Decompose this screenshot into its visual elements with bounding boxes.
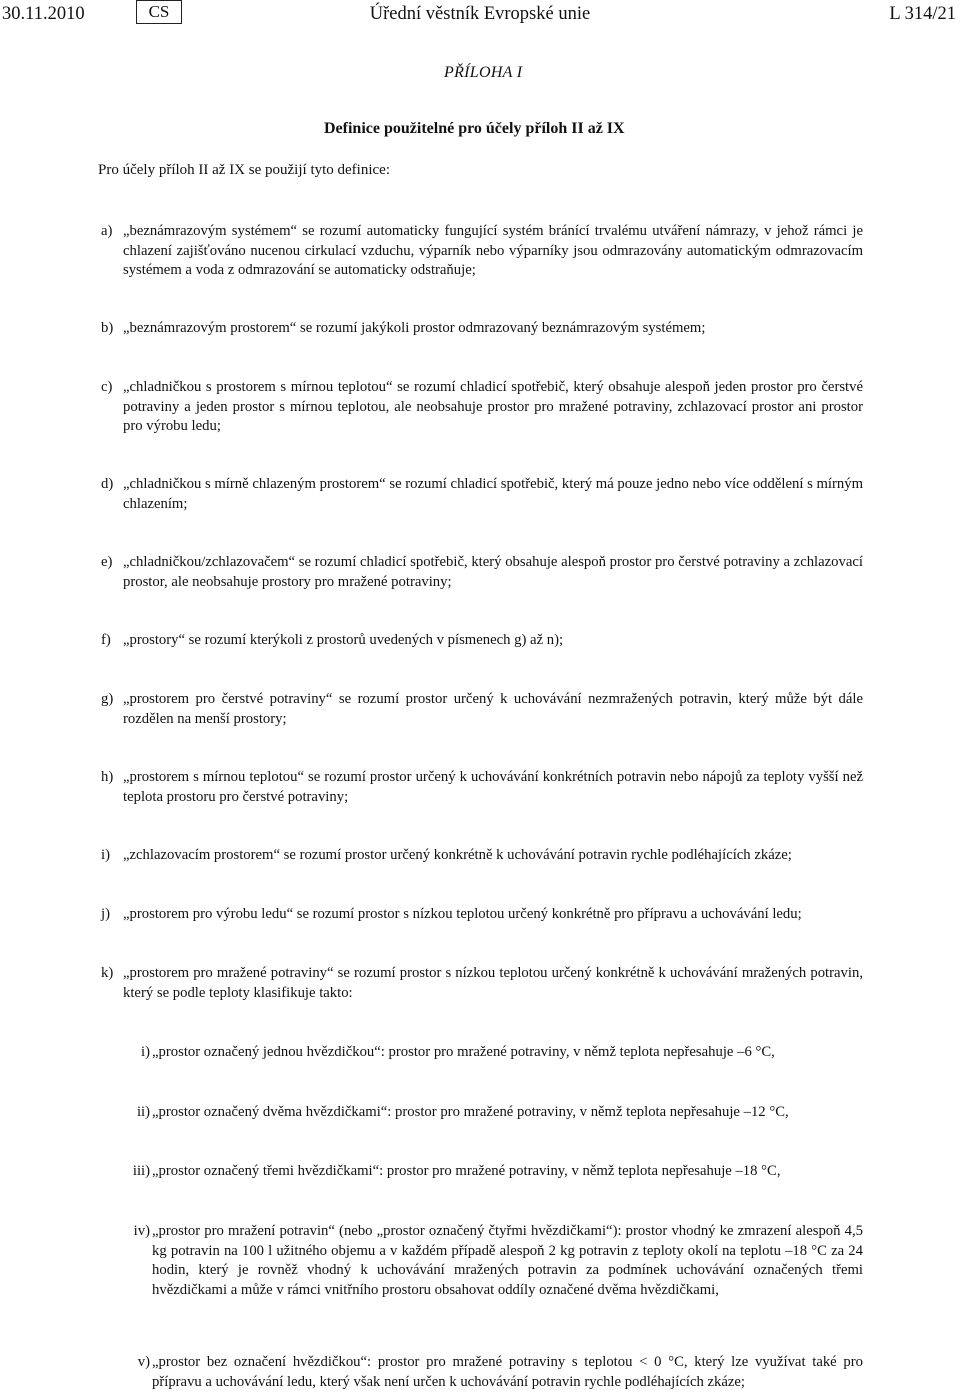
- definition-label: f): [101, 632, 111, 648]
- definition-f: [101, 631, 863, 651]
- definition-d: [101, 475, 863, 514]
- page-reference: L 314/21: [889, 4, 956, 24]
- subdefinition-v: [112, 1353, 863, 1392]
- subdefinition-i: [112, 1043, 863, 1063]
- journal-title: Úřední věstník Evropské unie: [369, 4, 591, 24]
- page-header: [0, 0, 960, 30]
- definition-label: c): [101, 379, 113, 395]
- annex-label: PŘÍLOHA I: [444, 64, 523, 81]
- definition-label: k): [101, 965, 114, 981]
- definition-j: [101, 905, 863, 925]
- definition-a: [101, 222, 863, 281]
- intro-text: Pro účely příloh II až IX se použijí tyto definice:: [98, 162, 390, 178]
- definition-label: j): [101, 906, 110, 922]
- subdefinition-text: „prostor označený třemi hvězdičkami“: prostor pro mražené potraviny, v němž teplota nepřesahuje –18 °C,: [152, 1163, 781, 1179]
- language-badge: CS: [136, 0, 182, 24]
- subdefinition-iii: [112, 1162, 863, 1182]
- definition-k: [101, 964, 863, 1003]
- definition-text: „zchlazovacím prostorem“ se rozumí prostor určený konkrétně k uchovávání potravin rychle podléhajících zkáze;: [123, 847, 792, 863]
- definition-text: „prostorem pro mražené potraviny“ se rozumí prostor s nízkou teplotou určený konkrétně k uchovávání mražených potravin, který se podle teploty klasifikuje takto:: [123, 965, 863, 1001]
- definition-text: „prostorem pro čerstvé potraviny“ se rozumí prostor určený k uchovávání nezmražených potravin, který může být dále rozdělen na menší prostory;: [123, 691, 863, 727]
- definition-text: „chladničkou s prostorem s mírnou teplotou“ se rozumí chladicí spotřebič, který obsahuje alespoň jeden prostor pro čerstvé potraviny a jeden prostor s mírnou teplotou, ale neobsahuje prostor pro mražené potraviny, zchlazovací prostor ani prostor pro výrobu ledu;: [123, 379, 863, 435]
- definition-text: „beznámrazovým systémem“ se rozumí automaticky fungující systém bránící trvalému utváření námrazy, v jehož rámci je chlazení zajišťováno nucenou cirkulací vzduchu, výparník nebo výparníky jsou odmrazovány automatickým odmrazovacím systémem a voda z odmrazování se automaticky odstraňuje;: [123, 223, 863, 279]
- subdefinition-text: „prostor označený dvěma hvězdičkami“: prostor pro mražené potraviny, v němž teplota nepřesahuje –12 °C,: [152, 1104, 789, 1120]
- definition-e: [101, 553, 863, 592]
- subdefinition-label: v): [137, 1354, 150, 1370]
- definition-label: g): [101, 691, 114, 707]
- definition-b: [101, 319, 863, 339]
- definition-label: d): [101, 476, 114, 492]
- definition-text: „chladničkou s mírně chlazeným prostorem“ se rozumí chladicí spotřebič, který má pouze jedno nebo více oddělení s mírným chlazením;: [123, 476, 863, 512]
- annex-title: Definice použitelné pro účely příloh II až IX: [324, 120, 625, 137]
- definition-label: b): [101, 320, 114, 336]
- subdefinition-label: i): [141, 1044, 150, 1060]
- definition-text: „prostorem s mírnou teplotou“ se rozumí prostor určený k uchovávání konkrétních potravin nebo nápojů za teploty vyšší než teplota prostoru pro čerstvé potraviny;: [123, 769, 863, 805]
- definition-label: a): [101, 223, 113, 239]
- definition-label: e): [101, 554, 113, 570]
- definition-c: [101, 378, 863, 437]
- definition-g: [101, 690, 863, 729]
- subdefinition-text: „prostor pro mražení potravin“ (nebo „prostor označený čtyřmi hvězdičkami“): prostor vhodný ke zmrazení alespoň 4,5 kg potravin na 100 l užitného objemu a v každém případě alespoň 2 kg potravin z teploty okolí na teplotu –18 °C za 24 hodin, který je rovněž vhodný k uchovávání mražených potravin za podmínek uchovávání označených třemi hvězdičkami a může v rámci vnitřního prostoru obsahovat oddíly označené dvěma hvězdičkami,: [152, 1223, 863, 1298]
- definition-label: i): [101, 847, 110, 863]
- subdefinition-text: „prostor bez označení hvězdičkou“: prostor pro mražené potraviny s teplotou < 0 °C, který lze využívat také pro přípravu a uchovávání ledu, který však není určen k uchovávání potravin rychle podléhajících zkáze;: [152, 1354, 863, 1390]
- publication-date: 30.11.2010: [2, 4, 85, 24]
- subdefinition-ii: [112, 1103, 863, 1123]
- definition-label: h): [101, 769, 114, 785]
- definition-text: „prostory“ se rozumí kterýkoli z prostorů uvedených v písmenech g) až n);: [123, 632, 564, 648]
- definition-text: „beznámrazovým prostorem“ se rozumí jakýkoli prostor odmrazovaný beznámrazovým systémem;: [123, 320, 706, 336]
- definition-h: [101, 768, 863, 807]
- subdefinition-iv: [112, 1222, 863, 1300]
- definition-i: [101, 846, 863, 866]
- subdefinition-label: iv): [133, 1223, 150, 1239]
- definition-text: „prostorem pro výrobu ledu“ se rozumí prostor s nízkou teplotou určený konkrétně pro přípravu a uchovávání ledu;: [123, 906, 802, 922]
- subdefinition-label: ii): [136, 1104, 150, 1120]
- subdefinition-text: „prostor označený jednou hvězdičkou“: prostor pro mražené potraviny, v němž teplota nepřesahuje –6 °C,: [152, 1044, 775, 1060]
- subdefinition-label: iii): [132, 1163, 150, 1179]
- definition-text: „chladničkou/zchlazovačem“ se rozumí chladicí spotřebič, který obsahuje alespoň prostor pro čerstvé potraviny a zchlazovací prostor, ale neobsahuje prostory pro mražené potraviny;: [123, 554, 863, 590]
